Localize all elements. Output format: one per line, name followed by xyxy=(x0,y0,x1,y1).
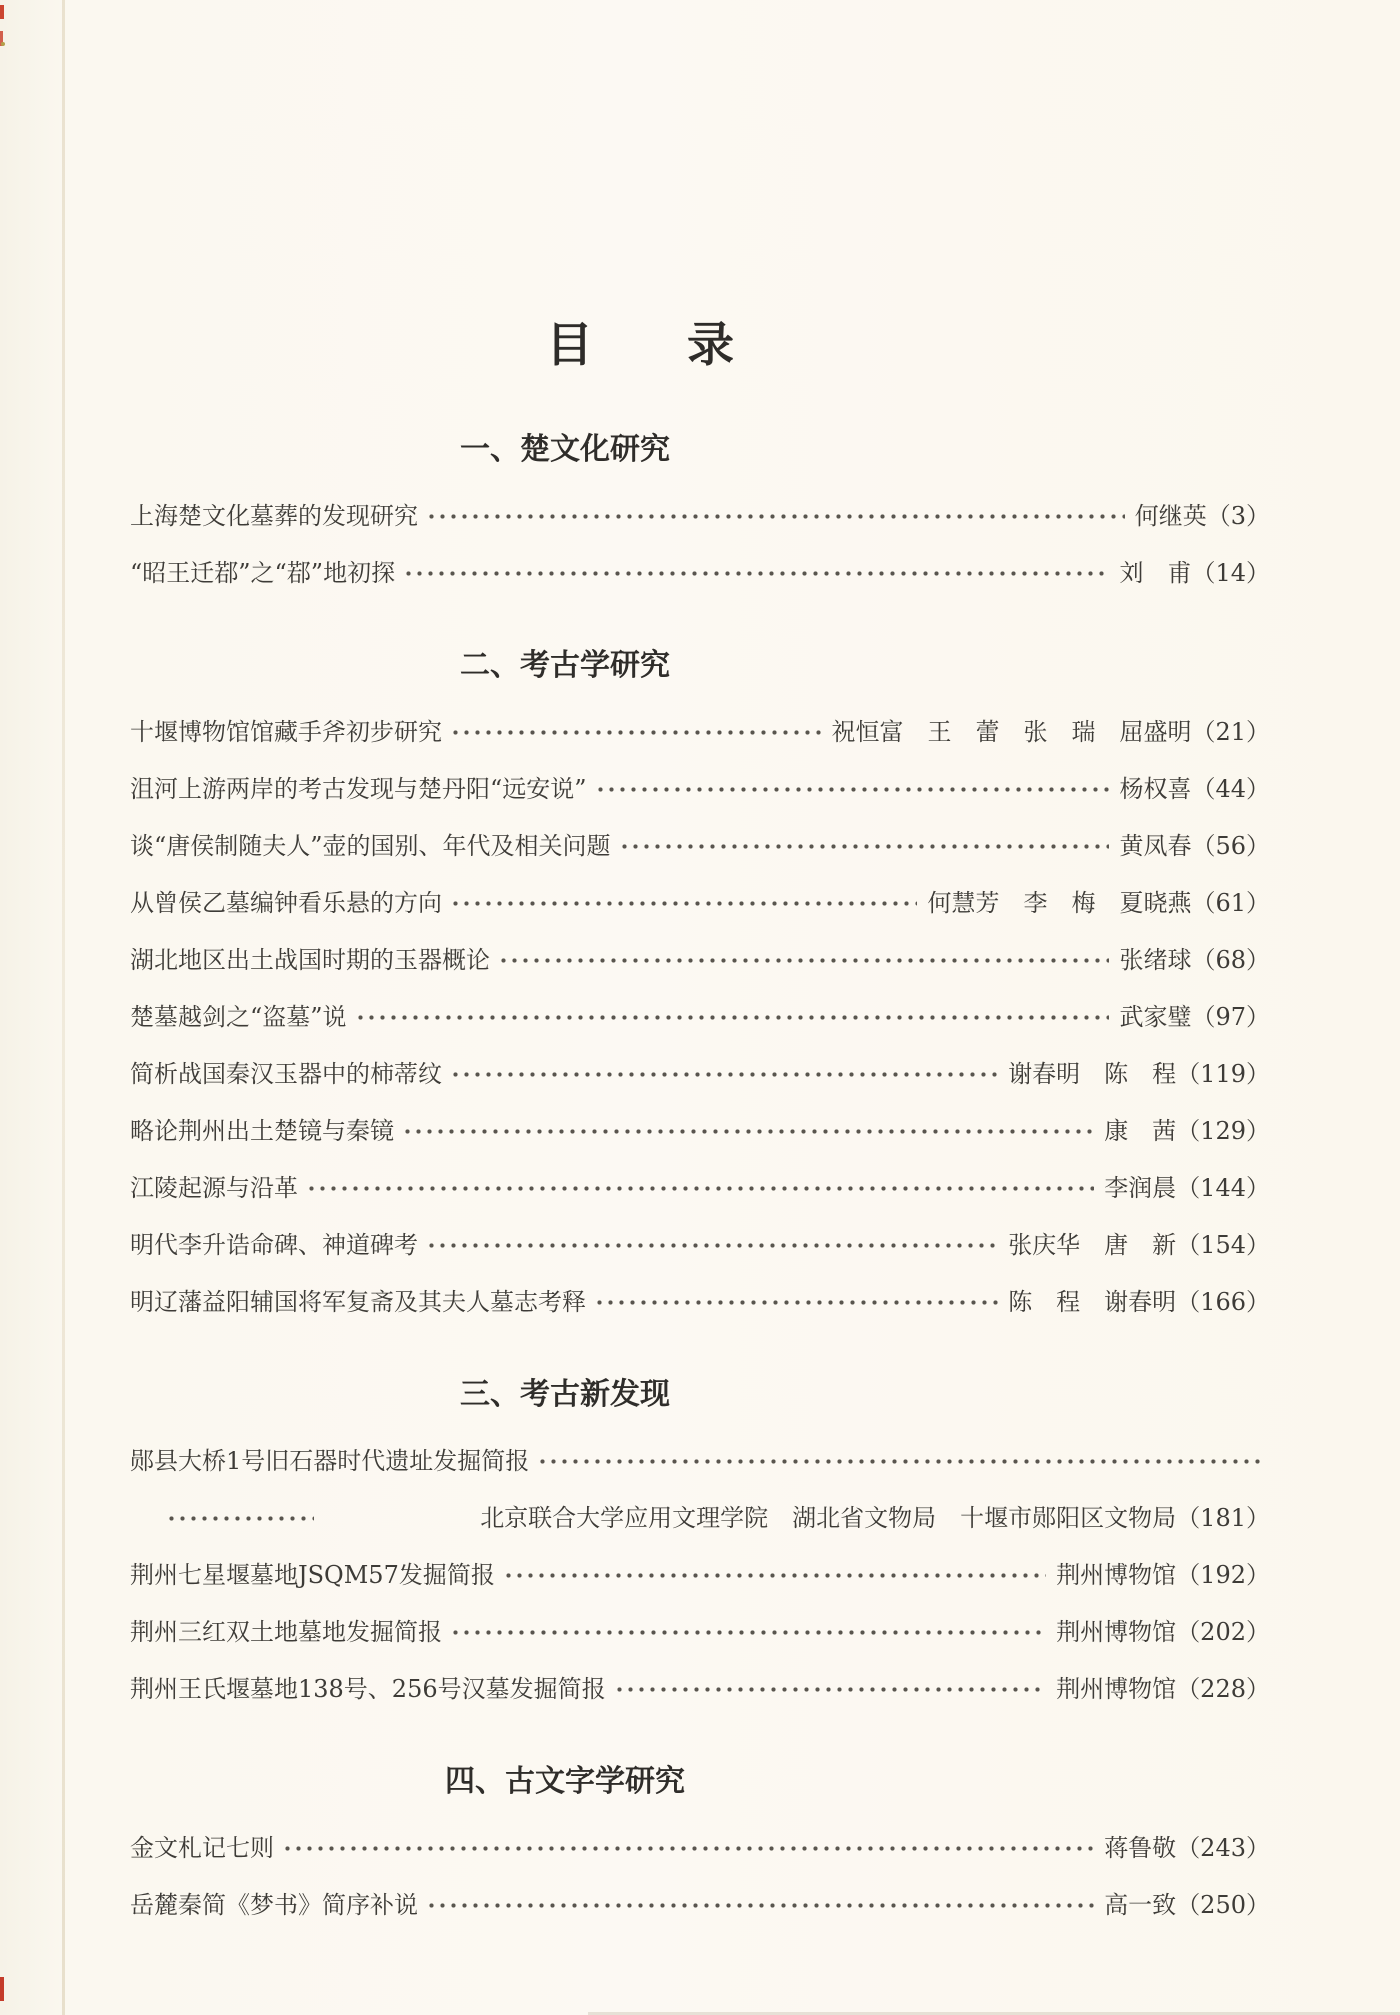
dot-leader xyxy=(595,761,1110,818)
entry-authors: 荆州博物馆 xyxy=(1056,1561,1177,1589)
entry-title: 沮河上游两岸的考古发现与楚丹阳“远安说” xyxy=(130,775,587,803)
title-wrap xyxy=(130,0,1150,372)
entry-authors: 北京联合大学应用文理学院 湖北省文物局 十堰市郧阳区文物局 xyxy=(480,1504,1177,1532)
entry-authors: 荆州博物馆 xyxy=(1056,1618,1177,1646)
section-heading: 三、考古新发现 xyxy=(460,1377,670,1412)
section-heading: 二、考古学研究 xyxy=(460,648,670,683)
toc-entry xyxy=(130,1046,1270,1103)
entry-authors: 祝恒富 王 蕾 张 瑞 屈盛明 xyxy=(831,718,1192,746)
section-heading-wrap xyxy=(130,1764,1000,1800)
toc-entry xyxy=(130,545,1270,602)
entry-authors: 蒋鲁敬 xyxy=(1104,1834,1177,1862)
entry-page-number: （166） xyxy=(1176,1288,1270,1316)
section-heading-wrap xyxy=(130,1377,1000,1413)
entry-title: 从曾侯乙墓编钟看乐悬的方向 xyxy=(130,889,442,917)
toc-entry xyxy=(130,1877,1270,1934)
entry-title: 十堰博物馆馆藏手斧初步研究 xyxy=(130,718,442,746)
entry-page-number: （14） xyxy=(1191,559,1270,587)
entry-authors: 刘 甫 xyxy=(1119,559,1192,587)
toc-entry xyxy=(130,1103,1270,1160)
toc-entry xyxy=(130,818,1270,875)
dot-leader xyxy=(594,1274,998,1331)
entry-title: 荆州王氏堰墓地138号、256号汉墓发掘简报 xyxy=(130,1675,606,1703)
entry-authors: 黄凤春 xyxy=(1119,832,1192,860)
dot-leader xyxy=(619,818,1110,875)
toc-section-2 xyxy=(0,648,1400,1331)
section-heading: 一、楚文化研究 xyxy=(460,432,670,467)
toc-entry xyxy=(130,1160,1270,1217)
entry-page-number: （3） xyxy=(1206,502,1270,530)
entry-authors: 康 茜 xyxy=(1104,1117,1177,1145)
dot-leader xyxy=(166,1490,314,1547)
entry-page-number: （192） xyxy=(1176,1561,1270,1589)
page-fold-crease xyxy=(62,0,65,2015)
section-entries xyxy=(0,704,1400,1331)
entry-authors: 陈 程 谢春明 xyxy=(1008,1288,1177,1316)
entry-authors: 何慧芳 李 梅 夏晓燕 xyxy=(927,889,1192,917)
entry-title: 楚墓越剑之“盗墓”说 xyxy=(130,1003,347,1031)
toc-section-3 xyxy=(0,1377,1400,1718)
entry-title: 略论荆州出土楚镜与秦镜 xyxy=(130,1117,394,1145)
toc-entry xyxy=(130,989,1270,1046)
entry-page-number: （228） xyxy=(1176,1675,1270,1703)
entry-page-number: （243） xyxy=(1176,1834,1270,1862)
entry-title: 明代李升诰命碑、神道碑考 xyxy=(130,1231,418,1259)
toc-entry xyxy=(130,1217,1270,1274)
entry-page-number: （44） xyxy=(1191,775,1270,803)
entry-authors: 谢春明 陈 程 xyxy=(1008,1060,1177,1088)
toc-entry xyxy=(130,1274,1270,1331)
entry-authors: 李润晨 xyxy=(1104,1174,1177,1202)
entry-page-number: （129） xyxy=(1176,1117,1270,1145)
toc-section-4 xyxy=(0,1764,1400,1934)
dot-leader xyxy=(282,1820,1094,1877)
entry-title: 荆州三红双土地墓地发掘简报 xyxy=(130,1618,442,1646)
dot-leader xyxy=(450,875,917,932)
dot-leader xyxy=(537,1433,1260,1490)
entry-authors: 张绪球 xyxy=(1119,946,1192,974)
toc-entry-continuation xyxy=(130,1490,1270,1547)
entry-title: 金文札记七则 xyxy=(130,1834,274,1862)
toc-entry xyxy=(130,488,1270,545)
section-heading-wrap xyxy=(130,648,1000,684)
toc-entry xyxy=(130,1547,1270,1604)
entry-title: 江陵起源与沿革 xyxy=(130,1174,298,1202)
toc-entry xyxy=(130,1661,1270,1718)
entry-page-number: （97） xyxy=(1191,1003,1270,1031)
dot-leader xyxy=(402,1103,1094,1160)
entry-title: 郧县大桥1号旧石器时代遗址发掘简报 xyxy=(130,1447,530,1475)
entry-title: 岳麓秦简《梦书》简序补说 xyxy=(130,1891,418,1919)
dot-leader xyxy=(498,932,1109,989)
entry-title: 上海楚文化墓葬的发现研究 xyxy=(130,502,418,530)
entry-page-number: （21） xyxy=(1191,718,1270,746)
scan-edge-mark xyxy=(0,1977,4,2001)
entry-page-number: （154） xyxy=(1176,1231,1270,1259)
dot-leader xyxy=(450,704,821,761)
entry-authors: 张庆华 唐 新 xyxy=(1008,1231,1177,1259)
entry-page-number: （119） xyxy=(1176,1060,1270,1088)
toc-entry xyxy=(130,875,1270,932)
entry-title: 荆州七星堰墓地JSQM57发掘简报 xyxy=(130,1561,495,1589)
dot-leader xyxy=(426,1217,998,1274)
dot-leader xyxy=(306,1160,1094,1217)
dot-leader xyxy=(426,1877,1094,1934)
section-heading-wrap xyxy=(130,432,1000,468)
dot-leader xyxy=(450,1604,1046,1661)
section-heading: 四、古文字学研究 xyxy=(445,1764,685,1799)
entry-page-number: （202） xyxy=(1176,1618,1270,1646)
entry-authors: 荆州博物馆 xyxy=(1056,1675,1177,1703)
entry-page-number: （56） xyxy=(1191,832,1270,860)
toc-entry xyxy=(130,1433,1270,1490)
dot-leader xyxy=(355,989,1110,1046)
dot-leader xyxy=(503,1547,1046,1604)
entry-page-number: （250） xyxy=(1176,1891,1270,1919)
entry-page-number: （68） xyxy=(1191,946,1270,974)
entry-page-number: （181） xyxy=(1176,1504,1270,1532)
entry-title: 明辽藩益阳辅国将军复斋及其夫人墓志考释 xyxy=(130,1288,586,1316)
entry-authors: 高一致 xyxy=(1104,1891,1177,1919)
entry-authors: 武家璧 xyxy=(1119,1003,1192,1031)
entry-title: 湖北地区出土战国时期的玉器概论 xyxy=(130,946,490,974)
entry-authors: 杨权喜 xyxy=(1119,775,1192,803)
dot-leader xyxy=(403,545,1109,602)
entry-authors: 何继英 xyxy=(1134,502,1207,530)
entry-title: “昭王迁鄀”之“鄀”地初探 xyxy=(130,559,396,587)
section-entries xyxy=(0,1433,1400,1718)
toc-entry xyxy=(130,932,1270,989)
scan-edge-speck xyxy=(1,42,5,46)
toc-entry xyxy=(130,1820,1270,1877)
section-entries xyxy=(0,488,1400,602)
scan-edge-mark xyxy=(0,5,4,19)
toc-entry xyxy=(130,704,1270,761)
toc-entry xyxy=(130,1604,1270,1661)
entry-title: 简析战国秦汉玉器中的柿蒂纹 xyxy=(130,1060,442,1088)
toc-section-1 xyxy=(0,432,1400,602)
toc-entry xyxy=(130,761,1270,818)
entry-page-number: （144） xyxy=(1176,1174,1270,1202)
entry-title: 谈“唐侯制随夫人”壶的国别、年代及相关问题 xyxy=(130,832,611,860)
entry-page-number: （61） xyxy=(1191,889,1270,917)
dot-leader xyxy=(614,1661,1047,1718)
page-title: 目 录 xyxy=(546,318,734,373)
dot-leader xyxy=(426,488,1125,545)
dot-leader xyxy=(450,1046,998,1103)
section-entries xyxy=(0,1820,1400,1934)
